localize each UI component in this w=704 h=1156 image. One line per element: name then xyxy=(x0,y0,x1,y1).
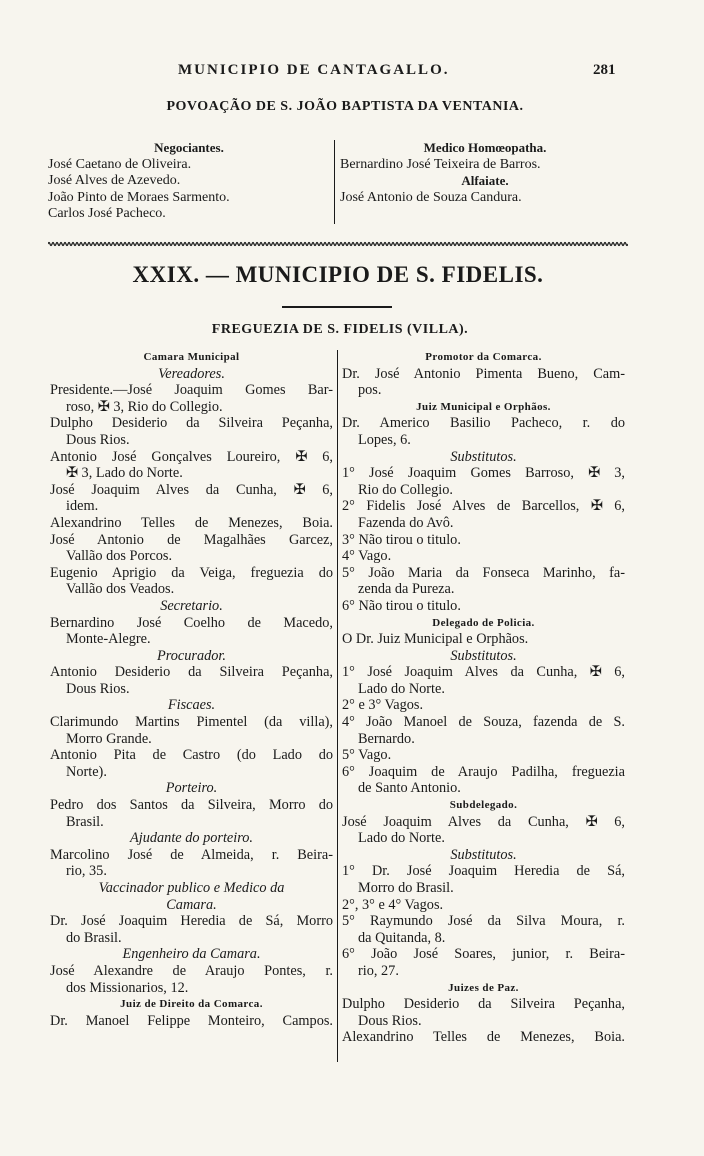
entry-line: 1° José Joaquim Gomes Barroso, ✠ 3, xyxy=(342,465,625,482)
entry-line: Antonio José Gonçalves Loureiro, ✠ 6, xyxy=(50,448,333,465)
entry-line: 1° José Joaquim Alves da Cunha, ✠ 6, xyxy=(342,664,625,681)
section-heading: Juizes de Paz. xyxy=(448,981,519,994)
entry-continuation: roso, ✠ 3, Rio do Collegio. xyxy=(66,398,223,415)
entry-line: Dulpho Desiderio da Silveira Peçanha, xyxy=(50,415,333,432)
entry-line: Dr. José Antonio Pimenta Bueno, Cam- xyxy=(342,365,625,382)
municipio-title: XXIX. — MUNICIPIO DE S. FIDELIS. xyxy=(132,262,544,287)
section-heading: Promotor da Comarca. xyxy=(425,351,542,363)
entry-line: José Antonio de Magalhães Garcez, xyxy=(50,531,333,548)
role-heading: Secretario. xyxy=(160,597,223,614)
entry-line: Marcolino José de Almeida, r. Beira- xyxy=(50,846,333,863)
entry-line: Clarimundo Martins Pimentel (da villa), xyxy=(50,714,333,731)
role-heading: Camara. xyxy=(166,896,217,913)
entry-continuation: Dous Rios. xyxy=(358,1012,422,1029)
entry-continuation: Lado do Norte. xyxy=(358,830,445,847)
role-heading: Fiscaes. xyxy=(167,697,216,714)
entry-continuation: Lado do Norte. xyxy=(358,680,445,697)
entry-continuation: Monte-Alegre. xyxy=(66,631,151,648)
entry-continuation: rio, 27. xyxy=(358,962,399,979)
title-rule xyxy=(282,306,392,308)
entry-continuation: dos Missionarios, 12. xyxy=(66,979,189,996)
role-heading: Vaccinador publico e Medico da xyxy=(98,880,285,896)
running-header xyxy=(0,62,704,86)
entry-continuation: de Santo Antonio. xyxy=(358,780,461,797)
negociante-item: João Pinto de Moraes Sarmento. xyxy=(48,189,230,205)
entry-continuation: da Quitanda, 8. xyxy=(358,929,446,946)
entry-line: Dr. José Joaquim Heredia de Sá, Morro xyxy=(50,913,333,930)
entry-line: 4° Vago. xyxy=(342,548,392,565)
povoacao-title: POVOAÇÃO DE S. JOÃO BAPTISTA DA VENTANIA. xyxy=(166,99,524,114)
entry-continuation: ✠ 3, Lado do Norte. xyxy=(66,465,183,482)
entry-line: 4° João Manoel de Souza, fazenda de S. xyxy=(342,714,625,731)
entry-line: Eugenio Aprigio da Veiga, freguezia do xyxy=(50,564,333,581)
section-heading: Camara Municipal xyxy=(143,351,240,363)
role-heading: Porteiro. xyxy=(165,780,218,797)
running-title: MUNICIPIO DE CANTAGALLO. xyxy=(178,62,450,78)
role-heading: Substitutos. xyxy=(450,647,517,664)
entry-line: Dulpho Desiderio da Silveira Peçanha, xyxy=(342,996,625,1013)
entry-line: Presidente.—José Joaquim Gomes Bar- xyxy=(50,382,333,399)
medico-alfaiate-block xyxy=(340,140,630,206)
entry-continuation: Vallão dos Veados. xyxy=(66,581,175,598)
entry-continuation: rio, 35. xyxy=(66,863,107,880)
entry-continuation: idem. xyxy=(66,498,99,515)
entry-continuation: Morro Grande. xyxy=(66,730,152,747)
entry-continuation: Lopes, 6. xyxy=(358,431,411,448)
entry-continuation: Brasil. xyxy=(66,813,104,830)
section-heading: Delegado de Policia. xyxy=(432,616,535,629)
negociantes-heading: Negociantes. xyxy=(154,140,224,155)
entry-line: 2° e 3° Vagos. xyxy=(342,697,424,714)
main-column-divider xyxy=(337,350,338,1062)
alfaiate-heading: Alfaiate. xyxy=(461,173,509,188)
entry-line: Antonio Desiderio da Silveira Peçanha, xyxy=(50,664,333,681)
entry-line: 6° Não tirou o titulo. xyxy=(342,597,461,614)
entry-line: 6° Joaquim de Araujo Padilha, freguezia xyxy=(342,763,625,780)
role-heading: Substitutos. xyxy=(450,448,517,465)
left-column xyxy=(50,349,333,1029)
entry-continuation: Fazenda do Avô. xyxy=(358,514,454,531)
entry-line: Pedro dos Santos da Silveira, Morro do xyxy=(50,797,333,814)
entry-continuation: Bernardo. xyxy=(358,730,415,747)
povoacao-column-divider xyxy=(334,140,335,224)
entry-line: 5° João Maria da Fonseca Marinho, fa- xyxy=(342,564,625,581)
medico-name: Bernardino José Teixeira de Barros. xyxy=(340,156,541,172)
entry-line: Alexandrino Telles de Menezes, Boia. xyxy=(342,1029,625,1046)
freguezia-title: FREGUEZIA DE S. FIDELIS (VILLA). xyxy=(211,322,469,337)
entry-line: O Dr. Juiz Municipal e Orphãos. xyxy=(342,631,529,648)
role-heading: Procurador. xyxy=(157,647,226,664)
negociante-item: Carlos José Pacheco. xyxy=(48,206,166,221)
role-heading: Engenheiro da Camara. xyxy=(122,946,261,963)
entry-continuation: zenda da Pureza. xyxy=(358,581,455,598)
entry-line: José Alexandre de Araujo Pontes, r. xyxy=(50,962,333,979)
negociantes-block xyxy=(48,140,330,223)
entry-continuation: Dous Rios. xyxy=(66,431,130,448)
role-heading: Ajudante do porteiro. xyxy=(130,830,253,847)
entry-line: Bernardino José Coelho de Macedo, xyxy=(50,614,333,631)
alfaiate-name: José Antonio de Souza Candura. xyxy=(340,189,522,205)
entry-continuation: Dous Rios. xyxy=(66,680,130,697)
entry-line: 2° Fidelis José Alves de Barcellos, ✠ 6, xyxy=(342,498,625,515)
entry-line: Dr. Manoel Felippe Monteiro, Campos. xyxy=(50,1012,333,1029)
page-number: 281 xyxy=(593,62,616,78)
medico-heading: Medico Homœopatha. xyxy=(423,140,547,155)
entry-line: Dr. Americo Basilio Pacheco, r. do xyxy=(342,415,625,432)
entry-line: 6° João José Soares, junior, r. Beira- xyxy=(342,946,625,963)
entry-line: José Joaquim Alves da Cunha, ✠ 6, xyxy=(50,481,333,498)
entry-continuation: do Brasil. xyxy=(66,929,122,946)
entry-line: 2°, 3° e 4° Vagos. xyxy=(342,896,444,913)
entry-line: 3° Não tirou o titulo. xyxy=(342,531,461,548)
entry-line: 5° Vago. xyxy=(342,747,392,764)
entry-line: Antonio Pita de Castro (do Lado do xyxy=(50,747,333,764)
entry-line: 1° Dr. José Joaquim Heredia de Sá, xyxy=(342,863,625,880)
wavy-divider xyxy=(48,240,628,248)
entry-line: 5° Raymundo José da Silva Moura, r. xyxy=(342,913,625,930)
negociante-item: José Caetano de Oliveira. xyxy=(48,156,192,172)
entry-line: Alexandrino Telles de Menezes, Boia. xyxy=(50,514,333,531)
entry-continuation: pos. xyxy=(358,382,382,399)
entry-continuation: Norte). xyxy=(66,763,107,780)
entry-continuation: Morro do Brasil. xyxy=(358,880,454,896)
section-heading: Subdelegado. xyxy=(449,799,518,812)
entry-continuation: Rio do Collegio. xyxy=(358,481,453,498)
role-heading: Substitutos. xyxy=(450,846,517,863)
right-column xyxy=(342,349,625,1046)
section-heading: Juiz Municipal e Orphãos. xyxy=(416,400,551,413)
role-heading: Vereadores. xyxy=(158,365,225,382)
entry-continuation: Vallão dos Porcos. xyxy=(66,548,173,565)
section-heading: Juiz de Direito da Comarca. xyxy=(120,998,263,1011)
entry-line: José Joaquim Alves da Cunha, ✠ 6, xyxy=(342,813,625,830)
negociante-item: José Alves de Azevedo. xyxy=(48,173,181,188)
